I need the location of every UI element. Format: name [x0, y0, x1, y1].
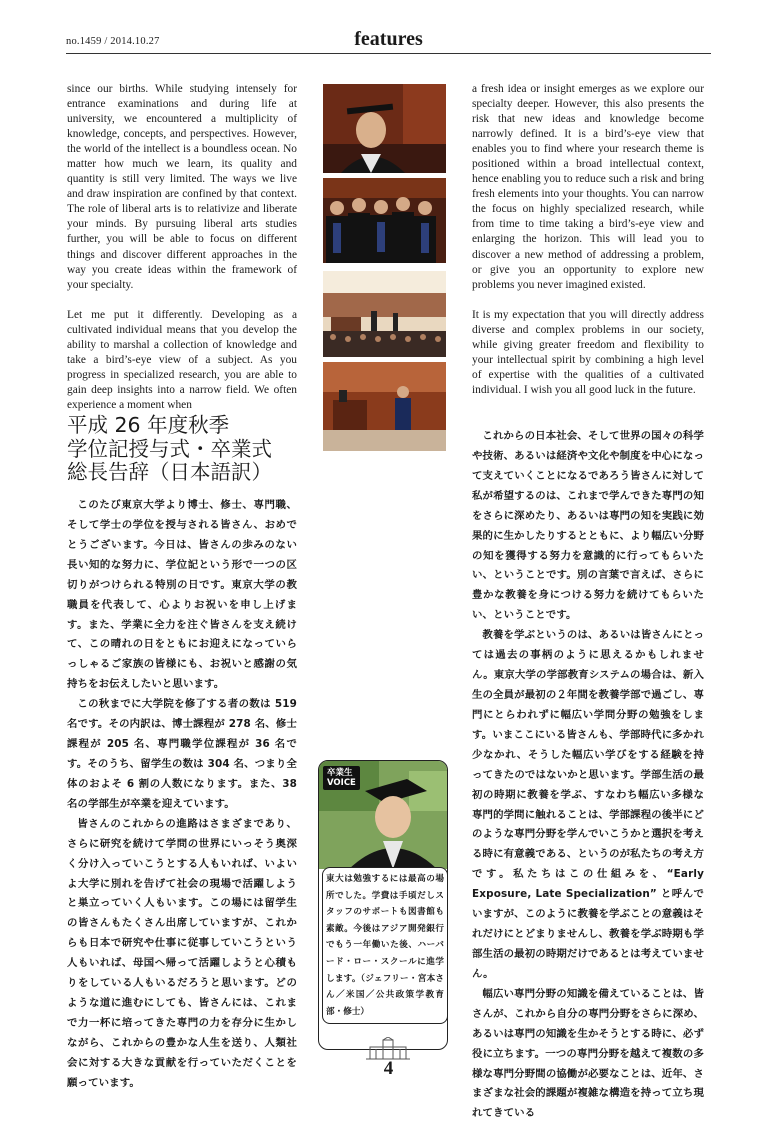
title-line: 総長告辞（日本語訳）	[67, 460, 272, 484]
japanese-paragraph: これからの日本社会、そして世界の国々の科学や技術、あるいは経済や文化や制度を中心になって支えていくことになるであろう皆さんに対して私が希望するのは、これまで学んできた専門の知をさらに深めたり、あるいは専門の知を実践に効果的に生かしたりするとともに、より幅広い分野の知を獲得する努力を意識的に行ってもらいたい、ということです。別の言葉で言えば、さらに豊かな教養を身につける努力を続けてもらいたい、ということです。	[472, 430, 704, 622]
graduate-quote: 東大は勉強するには最高の場所でした。学費は手頃だしスタッフのサポートも図書館も素敵。今後はアジア開発銀行でもう一年働いた後、ハーバード・ロー・スクールに進学します。（ジェフリー・宮本さん／米国／公共政策学教育部・修士）	[322, 867, 448, 1024]
english-paragraph: Let me put it differently. Developing as a cultivated individual means that you develop the ability to marshal a collection of knowledge and take a bird’s-eye view of a subject. As you progress in specialized research, you are able to gain deep insights into a narrow field. We often experience a moment when	[67, 308, 297, 411]
diploma-stage-photo	[323, 362, 446, 451]
english-paragraph: It is my expectation that you will directly address diverse and complex problems in our society, while giving greater freedom and flexibility to your intellectual spirit by combining a high level of expertise with the qualities of a cultivated individual. I wish you all good luck in the future.	[472, 308, 704, 396]
page-number: 4	[383, 1058, 394, 1079]
japanese-column-left	[67, 496, 297, 1094]
header-divider	[66, 53, 711, 54]
ceremony-hall-photo	[323, 271, 446, 357]
title-line: 平成 26 年度秋季	[67, 413, 230, 437]
audience-applause-photo	[323, 178, 446, 263]
english-paragraph: a fresh idea or insight emerges as we explore our specialty deeper. However, this also presents the risk that new ideas and knowledge become narrowly defined. It is a bird’s-eye view that enables you to find where your research theme is positioned within a broad intellectual context, hence enabling you to reduce such a risk and bring fresh elements into your thoughts. You can narrow the focus on highly specialized research, while from time to time taking a bird’s-eye view and enlarging the horizon. This will lead you to discover a new method of addressing a problem, or give you an opportunity to explore new problems you never imagined existed.	[472, 83, 704, 291]
english-column-left	[67, 82, 297, 428]
voice-label-en: VOICE	[327, 778, 356, 788]
english-column-right	[472, 82, 704, 413]
english-paragraph: since our births. While studying intensely for entrance examinations and during life at university, we encountered a multiplicity of knowledge, concepts, and perspectives. However, the world of the intellect is a boundless ocean. No matter how much we learn, its quality and quantity is still very limited. The ways we live and draw inspiration are confined by that context. The role of liberal arts is to relativize and liberate your minds. By pursuing liberal arts studies further, you will be able to focus on different things and discover different approaches in the way you create ideas within the framework of your specialty.	[67, 83, 297, 291]
japanese-column-right	[472, 427, 704, 1124]
japanese-paragraph: この秋までに大学院を修了する者の数は 519 名です。その内訳は、博士課程が 278 名、修士課程が 205 名、専門職学位課程が 36 名です。そのうち、留学生の数は 304 名、つまり全体のおよそ 6 割の人数になります。また、38 名の学部生が卒業を迎えています。	[67, 698, 297, 810]
japanese-paragraph: このたび東京大学より博士、修士、専門職、そして学士の学位を授与される皆さん、おめでとうございます。今日は、皆さんの歩みのない長い知的な努力に、学位記という形で一つの区切りがつけられる特別の日です。東京大学の教職員を代表して、心よりお祝いを申し上げます。また、学業に全力を注ぐ皆さんを支え続けて、この晴れの日をともにお迎えになっていらっしゃるご家族の皆様にも、お祝いと感謝の気持ちをお伝えしたいと思います。	[67, 499, 297, 691]
issue-info: no.1459 / 2014.10.27	[66, 36, 160, 47]
graduate-portrait-photo	[323, 84, 446, 173]
graduate-voice-box	[318, 760, 448, 1050]
title-line: 学位記授与式・卒業式	[67, 436, 272, 461]
section-title: features	[354, 28, 423, 50]
voice-label-jp: 卒業生	[327, 768, 353, 778]
japanese-article-title	[67, 414, 272, 485]
japanese-paragraph: 皆さんのこれからの進路はさまざまであり、さらに研究を続けて学問の世界にいっそう奥深く分け入っていこうとする人もいれば、いよいよ大学に別れを告げて社会の現場で活躍しようと巣立っていく人もいます。この場には留学生の皆さんもたくさん出席していますが、これからも日本で研究や仕事に従事していこうという人もいれば、母国へ帰って活躍しようと心積もりをしている人もいるだろうと思います。どのような道に進むにしても、皆さんには、これまで力一杯に培ってきた専門の力を存分に生かしながら、これからの豊かな人生を送り、人類社会に対する大きな貢献を行っていただくことを願っています。	[67, 817, 297, 1089]
japanese-paragraph: 教養を学ぶというのは、あるいは皆さんにとっては過去の事柄のように思えるかもしれません。東京大学の学部教育システムの場合は、新入生の全員が最初の２年間を教養学部で過ごし、専門にとらわれずに幅広い学問分野の勉強をします。いまここにいる皆さんも、学部時代に多かれ少なかれ、そうした幅広い学びをする経験を持ってきたのではないかと思います。学部生活の最初の時期に教養を学ぶ、すなわち幅広い多様な専門的学問に触れることは、学部課程の後半にどのような専門分野を学んでいこうかと選択を考える時に有意義である、というのが私たちの考え方です。私たちはこの仕組みを、“Early Exposure, Late Specialization” と呼んでいますが、このように教養を学ぶことの意義はそれだけにとどまりませんし、教養を学ぶ時期も学部生活の最初の時期だけであるとは考えていません。	[472, 629, 704, 980]
voice-label	[323, 766, 360, 790]
japanese-paragraph: 幅広い専門分野の知識を備えていることは、皆さんが、これから自分の専門分野をさらに深め、あるいは専門の知識を生かそうとする時に、必ず役に立ちます。一つの専門分野を越えて複数の多様な専門分野間の協働が必要なことは、近年、さまざまな社会的課題が複雑な構造を持って立ち現れてきている	[472, 987, 704, 1120]
